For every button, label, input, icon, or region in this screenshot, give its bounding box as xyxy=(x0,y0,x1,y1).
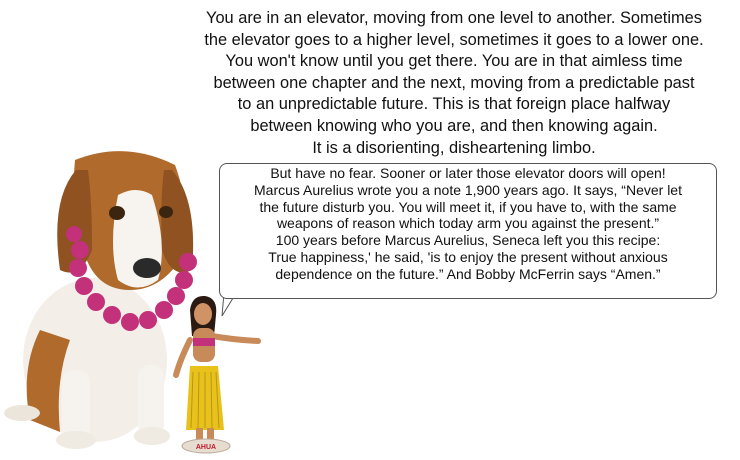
beagle-dog xyxy=(4,151,197,449)
intro-line: between one chapter and the next, moving from a predictable past xyxy=(213,73,695,92)
bubble-line: weapons of reason which today arm you against the present.” xyxy=(276,215,660,232)
bubble-line: But have no fear. Sooner or later those elevator doors will open! xyxy=(270,165,666,181)
bubble-line: the future disturb you. You will meet it, if you have to, with the same xyxy=(259,198,677,215)
intro-text xyxy=(168,8,740,159)
speech-bubble xyxy=(219,163,717,299)
intro-line: to an unpredictable future. This is that foreign place halfway xyxy=(237,95,671,114)
intro-line: the elevator goes to a higher level, sometimes it goes to a lower one. xyxy=(204,30,704,49)
intro-line: It is a disorienting, disheartening limbo. xyxy=(312,138,596,157)
bubble-line: True happiness,' he said, 'is to enjoy the present without anxious xyxy=(268,248,668,265)
intro-line: between knowing who you are, and then knowing again. xyxy=(250,116,658,135)
bubble-line: Marcus Aurelius wrote you a note 1,900 years ago. It says, “Never let xyxy=(254,181,682,198)
bubble-line: 100 years before Marcus Aurelius, Seneca left you this recipe: xyxy=(275,232,661,249)
figurine-base-label: AHUA xyxy=(195,444,217,451)
bubble-line: dependence on the future.” And Bobby McFerrin says “Amen.” xyxy=(275,265,661,282)
intro-line: You are in an elevator, moving from one level to another. Sometimes xyxy=(206,9,702,27)
intro-line: You won't know until you get there. You are in that aimless time xyxy=(225,52,683,71)
